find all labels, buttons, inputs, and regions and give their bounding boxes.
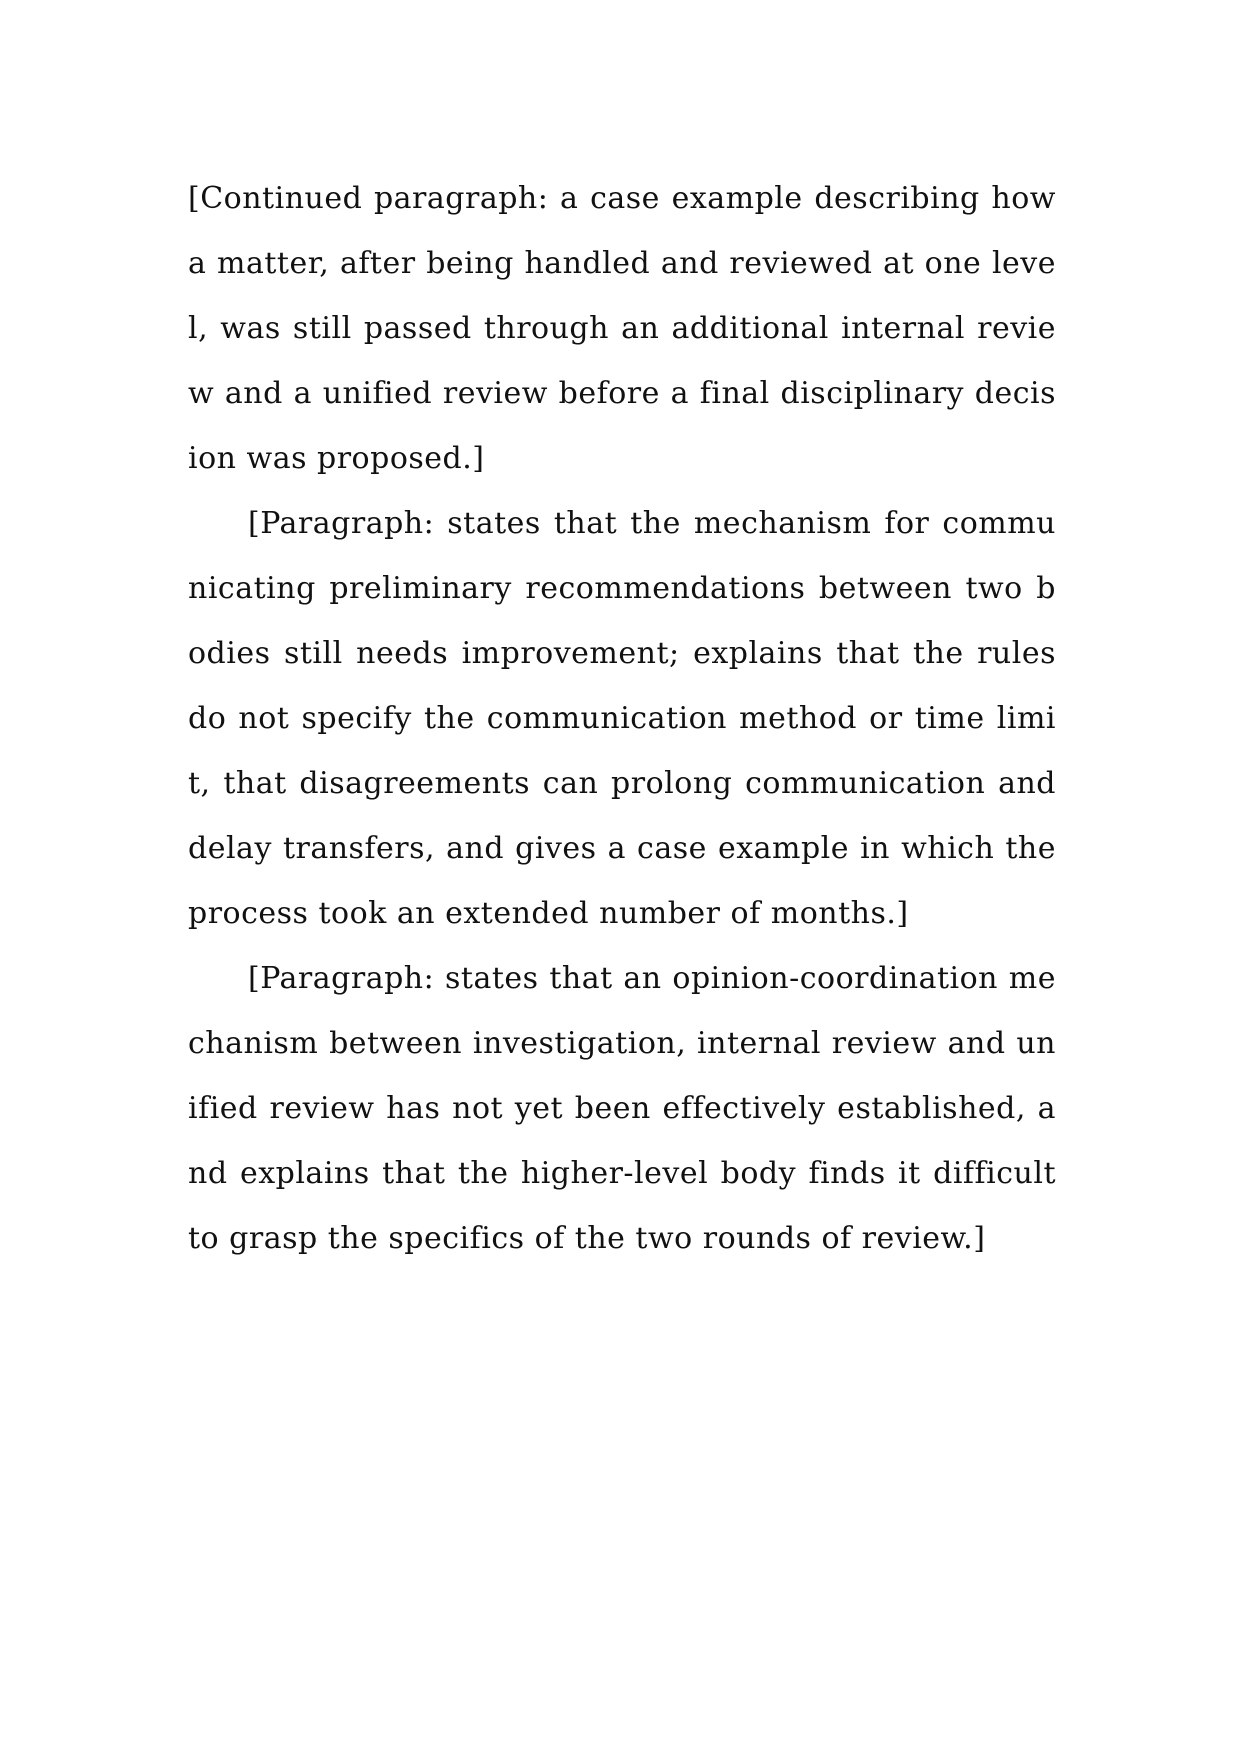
document-body bbox=[188, 166, 1056, 1271]
body-paragraph-1: [Continued paragraph: a case example describing how a matter, after being handled and reviewed at one level, was still passed through an additional internal review and a unified review before a final disciplinary decision was proposed.] bbox=[188, 181, 1056, 476]
body-paragraph-2: [Paragraph: states that the mechanism for communicating preliminary recommendations between two bodies still needs improvement; explains that the rules do not specify the communication method or time limit, that disagreements can prolong communication and delay transfers, and gives a case example in which the process took an extended number of months.] bbox=[188, 506, 1056, 931]
body-paragraph-3: [Paragraph: states that an opinion-coordination mechanism between investigation, internal review and unified review has not yet been effectively established, and explains that the higher-level body finds it difficult to grasp the specifics of the two rounds of review.] bbox=[188, 961, 1056, 1256]
